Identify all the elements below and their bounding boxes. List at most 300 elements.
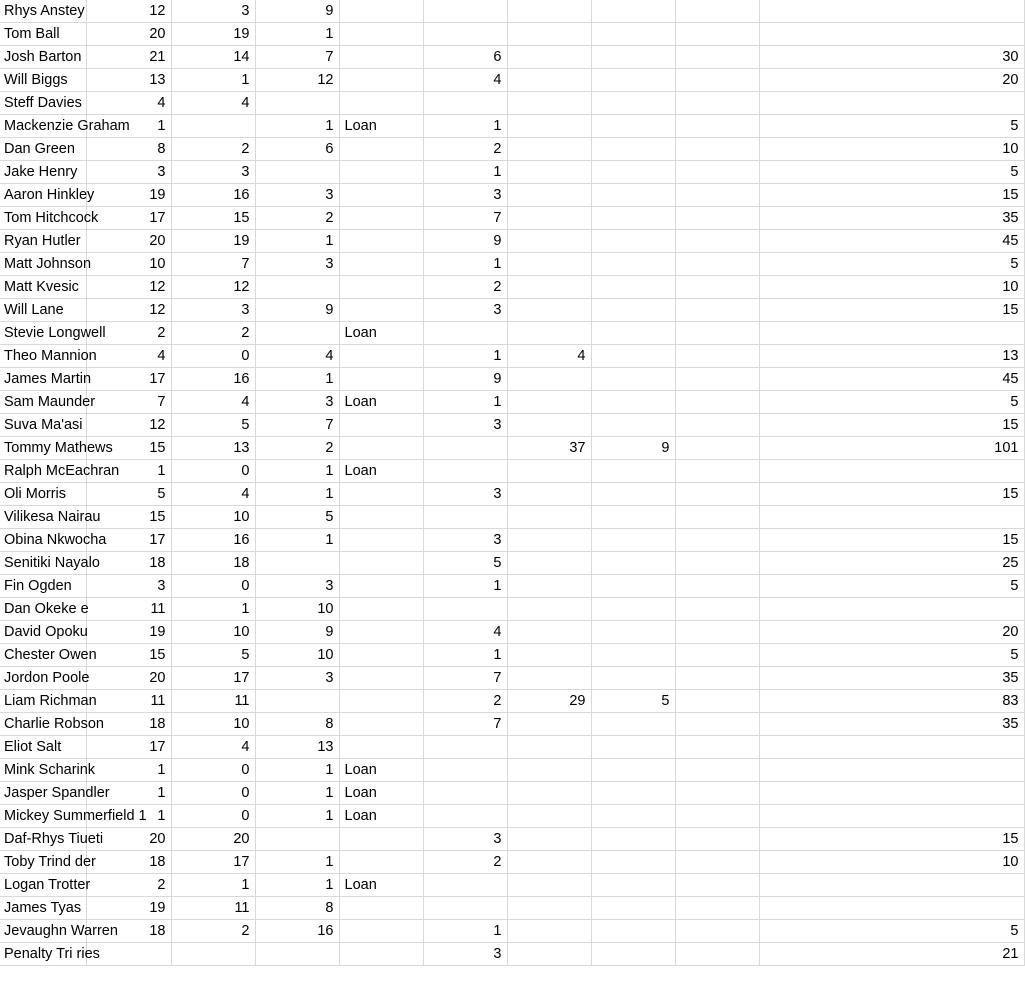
- cell-penalties[interactable]: [591, 115, 675, 138]
- cell-points[interactable]: [759, 92, 1024, 115]
- cell-player-name[interactable]: James Tyas: [0, 897, 86, 920]
- cell-sub-appearances[interactable]: 10: [255, 598, 339, 621]
- cell-drop-goals[interactable]: [675, 368, 759, 391]
- cell-drop-goals[interactable]: [675, 138, 759, 161]
- cell-penalties[interactable]: [591, 23, 675, 46]
- cell-sub-appearances[interactable]: 3: [255, 184, 339, 207]
- cell-tries[interactable]: 7: [423, 207, 507, 230]
- cell-conversions[interactable]: [507, 23, 591, 46]
- cell-points[interactable]: [759, 897, 1024, 920]
- cell-points[interactable]: 5: [759, 644, 1024, 667]
- cell-penalties[interactable]: [591, 138, 675, 161]
- cell-status[interactable]: Loan: [339, 322, 423, 345]
- cell-tries[interactable]: [423, 437, 507, 460]
- cell-starts[interactable]: 10: [171, 506, 255, 529]
- cell-status[interactable]: [339, 299, 423, 322]
- cell-conversions[interactable]: [507, 667, 591, 690]
- cell-tries[interactable]: 5: [423, 552, 507, 575]
- cell-penalties[interactable]: [591, 460, 675, 483]
- cell-conversions[interactable]: [507, 874, 591, 897]
- cell-sub-appearances[interactable]: 4: [255, 345, 339, 368]
- cell-appearances[interactable]: 12: [86, 299, 171, 322]
- cell-points[interactable]: [759, 506, 1024, 529]
- cell-penalties[interactable]: [591, 644, 675, 667]
- cell-drop-goals[interactable]: [675, 713, 759, 736]
- cell-conversions[interactable]: 37: [507, 437, 591, 460]
- cell-appearances[interactable]: 20: [86, 230, 171, 253]
- cell-status[interactable]: [339, 161, 423, 184]
- cell-starts[interactable]: 11: [171, 690, 255, 713]
- cell-status[interactable]: [339, 598, 423, 621]
- cell-penalties[interactable]: [591, 575, 675, 598]
- cell-status[interactable]: [339, 276, 423, 299]
- cell-status[interactable]: Loan: [339, 460, 423, 483]
- cell-player-name[interactable]: Obina Nkwocha: [0, 529, 86, 552]
- cell-tries[interactable]: 9: [423, 368, 507, 391]
- cell-conversions[interactable]: [507, 897, 591, 920]
- cell-points[interactable]: 10: [759, 851, 1024, 874]
- cell-player-name[interactable]: Steff Davies: [0, 92, 86, 115]
- cell-player-name[interactable]: Vilikesa Nairau: [0, 506, 86, 529]
- cell-starts[interactable]: 4: [171, 391, 255, 414]
- cell-penalties[interactable]: [591, 414, 675, 437]
- cell-drop-goals[interactable]: [675, 161, 759, 184]
- cell-conversions[interactable]: [507, 552, 591, 575]
- cell-sub-appearances[interactable]: 1: [255, 851, 339, 874]
- cell-starts[interactable]: 14: [171, 46, 255, 69]
- cell-appearances[interactable]: 15: [86, 437, 171, 460]
- cell-sub-appearances[interactable]: 16: [255, 920, 339, 943]
- cell-appearances[interactable]: 19: [86, 184, 171, 207]
- cell-appearances[interactable]: 1: [86, 782, 171, 805]
- cell-status[interactable]: [339, 437, 423, 460]
- cell-status[interactable]: [339, 207, 423, 230]
- cell-sub-appearances[interactable]: 1: [255, 115, 339, 138]
- cell-tries[interactable]: 1: [423, 644, 507, 667]
- cell-penalties[interactable]: [591, 598, 675, 621]
- cell-tries[interactable]: [423, 322, 507, 345]
- cell-tries[interactable]: 2: [423, 138, 507, 161]
- cell-status[interactable]: [339, 644, 423, 667]
- cell-points[interactable]: [759, 598, 1024, 621]
- cell-starts[interactable]: 12: [171, 276, 255, 299]
- cell-penalties[interactable]: [591, 391, 675, 414]
- cell-conversions[interactable]: [507, 391, 591, 414]
- cell-tries[interactable]: [423, 805, 507, 828]
- cell-conversions[interactable]: [507, 460, 591, 483]
- cell-penalties[interactable]: [591, 253, 675, 276]
- cell-sub-appearances[interactable]: 9: [255, 0, 339, 23]
- cell-points[interactable]: 15: [759, 299, 1024, 322]
- cell-starts[interactable]: 0: [171, 782, 255, 805]
- cell-starts[interactable]: 3: [171, 161, 255, 184]
- cell-drop-goals[interactable]: [675, 92, 759, 115]
- cell-penalties[interactable]: [591, 736, 675, 759]
- cell-sub-appearances[interactable]: 9: [255, 299, 339, 322]
- cell-conversions[interactable]: [507, 230, 591, 253]
- cell-drop-goals[interactable]: [675, 207, 759, 230]
- cell-sub-appearances[interactable]: 1: [255, 529, 339, 552]
- cell-sub-appearances[interactable]: 3: [255, 391, 339, 414]
- cell-points[interactable]: 10: [759, 138, 1024, 161]
- cell-conversions[interactable]: [507, 598, 591, 621]
- cell-appearances[interactable]: 20: [86, 828, 171, 851]
- cell-sub-appearances[interactable]: 10: [255, 644, 339, 667]
- cell-player-name[interactable]: James Martin: [0, 368, 86, 391]
- cell-appearances[interactable]: 20: [86, 667, 171, 690]
- cell-player-name[interactable]: Mink Scharink: [0, 759, 86, 782]
- cell-starts[interactable]: 17: [171, 667, 255, 690]
- cell-conversions[interactable]: 29: [507, 690, 591, 713]
- cell-starts[interactable]: 0: [171, 759, 255, 782]
- cell-status[interactable]: [339, 184, 423, 207]
- cell-starts[interactable]: 16: [171, 529, 255, 552]
- cell-status[interactable]: [339, 667, 423, 690]
- cell-drop-goals[interactable]: [675, 184, 759, 207]
- cell-sub-appearances[interactable]: 7: [255, 414, 339, 437]
- cell-conversions[interactable]: [507, 644, 591, 667]
- cell-conversions[interactable]: [507, 69, 591, 92]
- cell-penalties[interactable]: [591, 552, 675, 575]
- cell-drop-goals[interactable]: [675, 483, 759, 506]
- cell-drop-goals[interactable]: [675, 621, 759, 644]
- cell-player-name[interactable]: Logan Trotter: [0, 874, 86, 897]
- cell-sub-appearances[interactable]: 2: [255, 207, 339, 230]
- cell-drop-goals[interactable]: [675, 253, 759, 276]
- cell-penalties[interactable]: [591, 207, 675, 230]
- cell-penalties[interactable]: [591, 92, 675, 115]
- cell-starts[interactable]: 15: [171, 207, 255, 230]
- cell-appearances[interactable]: 17: [86, 207, 171, 230]
- cell-tries[interactable]: [423, 23, 507, 46]
- cell-starts[interactable]: [171, 115, 255, 138]
- cell-status[interactable]: Loan: [339, 391, 423, 414]
- cell-conversions[interactable]: [507, 276, 591, 299]
- cell-drop-goals[interactable]: [675, 897, 759, 920]
- cell-conversions[interactable]: [507, 713, 591, 736]
- cell-status[interactable]: [339, 529, 423, 552]
- cell-appearances[interactable]: 20: [86, 23, 171, 46]
- cell-drop-goals[interactable]: [675, 23, 759, 46]
- cell-starts[interactable]: 5: [171, 644, 255, 667]
- cell-drop-goals[interactable]: [675, 322, 759, 345]
- cell-starts[interactable]: 19: [171, 230, 255, 253]
- cell-drop-goals[interactable]: [675, 874, 759, 897]
- cell-conversions[interactable]: [507, 805, 591, 828]
- cell-status[interactable]: [339, 92, 423, 115]
- cell-status[interactable]: [339, 0, 423, 23]
- cell-penalties[interactable]: [591, 276, 675, 299]
- cell-status[interactable]: [339, 23, 423, 46]
- cell-sub-appearances[interactable]: 7: [255, 46, 339, 69]
- cell-player-name[interactable]: Jevaughn Warren: [0, 920, 86, 943]
- cell-status[interactable]: [339, 943, 423, 966]
- cell-drop-goals[interactable]: [675, 115, 759, 138]
- cell-appearances[interactable]: 12: [86, 414, 171, 437]
- cell-conversions[interactable]: [507, 299, 591, 322]
- cell-appearances[interactable]: 3: [86, 161, 171, 184]
- cell-appearances[interactable]: 1: [86, 115, 171, 138]
- cell-tries[interactable]: 2: [423, 851, 507, 874]
- cell-points[interactable]: 10: [759, 276, 1024, 299]
- cell-status[interactable]: [339, 552, 423, 575]
- cell-starts[interactable]: 16: [171, 368, 255, 391]
- cell-sub-appearances[interactable]: [255, 322, 339, 345]
- cell-conversions[interactable]: [507, 138, 591, 161]
- cell-tries[interactable]: 2: [423, 690, 507, 713]
- cell-conversions[interactable]: [507, 414, 591, 437]
- cell-drop-goals[interactable]: [675, 46, 759, 69]
- cell-points[interactable]: [759, 322, 1024, 345]
- cell-conversions[interactable]: [507, 322, 591, 345]
- cell-status[interactable]: Loan: [339, 782, 423, 805]
- cell-player-name[interactable]: Suva Ma'asi: [0, 414, 86, 437]
- cell-starts[interactable]: 4: [171, 736, 255, 759]
- cell-starts[interactable]: 18: [171, 552, 255, 575]
- cell-penalties[interactable]: [591, 874, 675, 897]
- cell-drop-goals[interactable]: [675, 920, 759, 943]
- cell-player-name[interactable]: Matt Johnson: [0, 253, 86, 276]
- cell-starts[interactable]: 4: [171, 92, 255, 115]
- cell-appearances[interactable]: 15: [86, 644, 171, 667]
- cell-player-name[interactable]: Dan Okeke e: [0, 598, 86, 621]
- cell-player-name[interactable]: Sam Maunder: [0, 391, 86, 414]
- cell-player-name[interactable]: Matt Kvesic: [0, 276, 86, 299]
- cell-points[interactable]: [759, 736, 1024, 759]
- cell-drop-goals[interactable]: [675, 299, 759, 322]
- cell-sub-appearances[interactable]: 13: [255, 736, 339, 759]
- cell-starts[interactable]: 20: [171, 828, 255, 851]
- cell-tries[interactable]: 1: [423, 161, 507, 184]
- cell-status[interactable]: [339, 920, 423, 943]
- cell-status[interactable]: [339, 621, 423, 644]
- cell-tries[interactable]: [423, 598, 507, 621]
- cell-drop-goals[interactable]: [675, 690, 759, 713]
- cell-status[interactable]: Loan: [339, 759, 423, 782]
- cell-points[interactable]: 13: [759, 345, 1024, 368]
- cell-points[interactable]: 45: [759, 230, 1024, 253]
- cell-points[interactable]: 5: [759, 161, 1024, 184]
- cell-drop-goals[interactable]: [675, 391, 759, 414]
- cell-tries[interactable]: [423, 782, 507, 805]
- cell-status[interactable]: [339, 897, 423, 920]
- cell-penalties[interactable]: [591, 299, 675, 322]
- cell-appearances[interactable]: 17: [86, 368, 171, 391]
- cell-player-name[interactable]: Chester Owen: [0, 644, 86, 667]
- cell-conversions[interactable]: [507, 529, 591, 552]
- cell-player-name[interactable]: Oli Morris: [0, 483, 86, 506]
- cell-tries[interactable]: 3: [423, 483, 507, 506]
- cell-points[interactable]: 5: [759, 115, 1024, 138]
- cell-sub-appearances[interactable]: 1: [255, 483, 339, 506]
- cell-player-name[interactable]: Jasper Spandler: [0, 782, 86, 805]
- cell-points[interactable]: [759, 0, 1024, 23]
- cell-drop-goals[interactable]: [675, 782, 759, 805]
- cell-points[interactable]: 35: [759, 667, 1024, 690]
- cell-sub-appearances[interactable]: 3: [255, 575, 339, 598]
- cell-drop-goals[interactable]: [675, 805, 759, 828]
- cell-sub-appearances[interactable]: [255, 943, 339, 966]
- cell-conversions[interactable]: [507, 759, 591, 782]
- cell-points[interactable]: 25: [759, 552, 1024, 575]
- cell-sub-appearances[interactable]: 2: [255, 437, 339, 460]
- cell-penalties[interactable]: [591, 667, 675, 690]
- cell-starts[interactable]: 0: [171, 575, 255, 598]
- cell-points[interactable]: [759, 759, 1024, 782]
- cell-penalties[interactable]: [591, 805, 675, 828]
- cell-player-name[interactable]: Will Lane: [0, 299, 86, 322]
- cell-drop-goals[interactable]: [675, 851, 759, 874]
- cell-player-name[interactable]: Mackenzie Graham: [0, 115, 86, 138]
- cell-starts[interactable]: 0: [171, 460, 255, 483]
- cell-conversions[interactable]: [507, 920, 591, 943]
- cell-conversions[interactable]: [507, 46, 591, 69]
- cell-status[interactable]: [339, 69, 423, 92]
- cell-points[interactable]: 83: [759, 690, 1024, 713]
- cell-starts[interactable]: 1: [171, 874, 255, 897]
- cell-drop-goals[interactable]: [675, 230, 759, 253]
- cell-penalties[interactable]: [591, 368, 675, 391]
- cell-appearances[interactable]: 8: [86, 138, 171, 161]
- cell-status[interactable]: [339, 46, 423, 69]
- cell-conversions[interactable]: [507, 253, 591, 276]
- cell-status[interactable]: [339, 575, 423, 598]
- cell-penalties[interactable]: 9: [591, 437, 675, 460]
- cell-points[interactable]: 5: [759, 253, 1024, 276]
- cell-starts[interactable]: 19: [171, 23, 255, 46]
- cell-player-name[interactable]: Penalty Tri ries: [0, 943, 86, 966]
- cell-penalties[interactable]: [591, 851, 675, 874]
- cell-drop-goals[interactable]: [675, 529, 759, 552]
- cell-sub-appearances[interactable]: [255, 690, 339, 713]
- cell-points[interactable]: [759, 23, 1024, 46]
- cell-status[interactable]: [339, 368, 423, 391]
- cell-player-name[interactable]: Tommy Mathews: [0, 437, 86, 460]
- cell-player-name[interactable]: Liam Richman: [0, 690, 86, 713]
- cell-conversions[interactable]: 4: [507, 345, 591, 368]
- cell-appearances[interactable]: 15: [86, 506, 171, 529]
- cell-sub-appearances[interactable]: [255, 552, 339, 575]
- cell-drop-goals[interactable]: [675, 644, 759, 667]
- cell-conversions[interactable]: [507, 115, 591, 138]
- cell-starts[interactable]: 16: [171, 184, 255, 207]
- cell-tries[interactable]: [423, 506, 507, 529]
- cell-drop-goals[interactable]: [675, 552, 759, 575]
- cell-conversions[interactable]: [507, 92, 591, 115]
- cell-tries[interactable]: 4: [423, 621, 507, 644]
- cell-player-name[interactable]: Eliot Salt: [0, 736, 86, 759]
- cell-conversions[interactable]: [507, 736, 591, 759]
- cell-sub-appearances[interactable]: 1: [255, 368, 339, 391]
- cell-status[interactable]: [339, 713, 423, 736]
- cell-sub-appearances[interactable]: [255, 276, 339, 299]
- cell-starts[interactable]: 2: [171, 138, 255, 161]
- cell-starts[interactable]: 0: [171, 345, 255, 368]
- cell-conversions[interactable]: [507, 207, 591, 230]
- cell-appearances[interactable]: 18: [86, 920, 171, 943]
- cell-starts[interactable]: 0: [171, 805, 255, 828]
- cell-player-name[interactable]: Daf-Rhys Tiueti: [0, 828, 86, 851]
- cell-sub-appearances[interactable]: 1: [255, 230, 339, 253]
- cell-drop-goals[interactable]: [675, 828, 759, 851]
- cell-penalties[interactable]: [591, 69, 675, 92]
- cell-sub-appearances[interactable]: [255, 828, 339, 851]
- cell-tries[interactable]: 3: [423, 299, 507, 322]
- cell-status[interactable]: Loan: [339, 115, 423, 138]
- cell-player-name[interactable]: Stevie Longwell: [0, 322, 86, 345]
- cell-starts[interactable]: 13: [171, 437, 255, 460]
- cell-tries[interactable]: 3: [423, 414, 507, 437]
- cell-penalties[interactable]: [591, 46, 675, 69]
- cell-points[interactable]: 5: [759, 391, 1024, 414]
- cell-tries[interactable]: [423, 0, 507, 23]
- cell-player-name[interactable]: Will Biggs: [0, 69, 86, 92]
- cell-points[interactable]: 101: [759, 437, 1024, 460]
- cell-appearances[interactable]: 18: [86, 851, 171, 874]
- cell-player-name[interactable]: Senitiki Nayalo: [0, 552, 86, 575]
- cell-conversions[interactable]: [507, 621, 591, 644]
- cell-penalties[interactable]: [591, 506, 675, 529]
- cell-drop-goals[interactable]: [675, 506, 759, 529]
- cell-points[interactable]: 20: [759, 69, 1024, 92]
- cell-status[interactable]: [339, 828, 423, 851]
- cell-tries[interactable]: 3: [423, 184, 507, 207]
- cell-appearances[interactable]: 3: [86, 575, 171, 598]
- cell-drop-goals[interactable]: [675, 437, 759, 460]
- cell-penalties[interactable]: 5: [591, 690, 675, 713]
- cell-penalties[interactable]: [591, 529, 675, 552]
- cell-appearances[interactable]: 4: [86, 92, 171, 115]
- cell-starts[interactable]: 3: [171, 0, 255, 23]
- cell-conversions[interactable]: [507, 828, 591, 851]
- cell-status[interactable]: [339, 483, 423, 506]
- cell-drop-goals[interactable]: [675, 667, 759, 690]
- cell-points[interactable]: [759, 805, 1024, 828]
- cell-drop-goals[interactable]: [675, 460, 759, 483]
- cell-sub-appearances[interactable]: 1: [255, 460, 339, 483]
- cell-points[interactable]: 45: [759, 368, 1024, 391]
- cell-points[interactable]: 15: [759, 483, 1024, 506]
- cell-appearances[interactable]: 10: [86, 253, 171, 276]
- cell-sub-appearances[interactable]: 1: [255, 874, 339, 897]
- cell-points[interactable]: 15: [759, 184, 1024, 207]
- cell-drop-goals[interactable]: [675, 736, 759, 759]
- cell-starts[interactable]: 2: [171, 920, 255, 943]
- cell-player-name[interactable]: Tom Ball: [0, 23, 86, 46]
- cell-tries[interactable]: 3: [423, 828, 507, 851]
- cell-tries[interactable]: 1: [423, 920, 507, 943]
- cell-starts[interactable]: 2: [171, 322, 255, 345]
- cell-player-name[interactable]: Aaron Hinkley: [0, 184, 86, 207]
- cell-status[interactable]: [339, 253, 423, 276]
- cell-tries[interactable]: 1: [423, 253, 507, 276]
- cell-appearances[interactable]: 19: [86, 621, 171, 644]
- cell-drop-goals[interactable]: [675, 575, 759, 598]
- cell-sub-appearances[interactable]: 8: [255, 897, 339, 920]
- cell-penalties[interactable]: [591, 230, 675, 253]
- cell-starts[interactable]: 3: [171, 299, 255, 322]
- cell-sub-appearances[interactable]: 3: [255, 667, 339, 690]
- cell-drop-goals[interactable]: [675, 276, 759, 299]
- cell-tries[interactable]: 3: [423, 943, 507, 966]
- cell-player-name[interactable]: David Opoku: [0, 621, 86, 644]
- cell-tries[interactable]: 1: [423, 115, 507, 138]
- cell-penalties[interactable]: [591, 184, 675, 207]
- cell-drop-goals[interactable]: [675, 69, 759, 92]
- cell-drop-goals[interactable]: [675, 414, 759, 437]
- cell-penalties[interactable]: [591, 322, 675, 345]
- cell-player-name[interactable]: Charlie Robson: [0, 713, 86, 736]
